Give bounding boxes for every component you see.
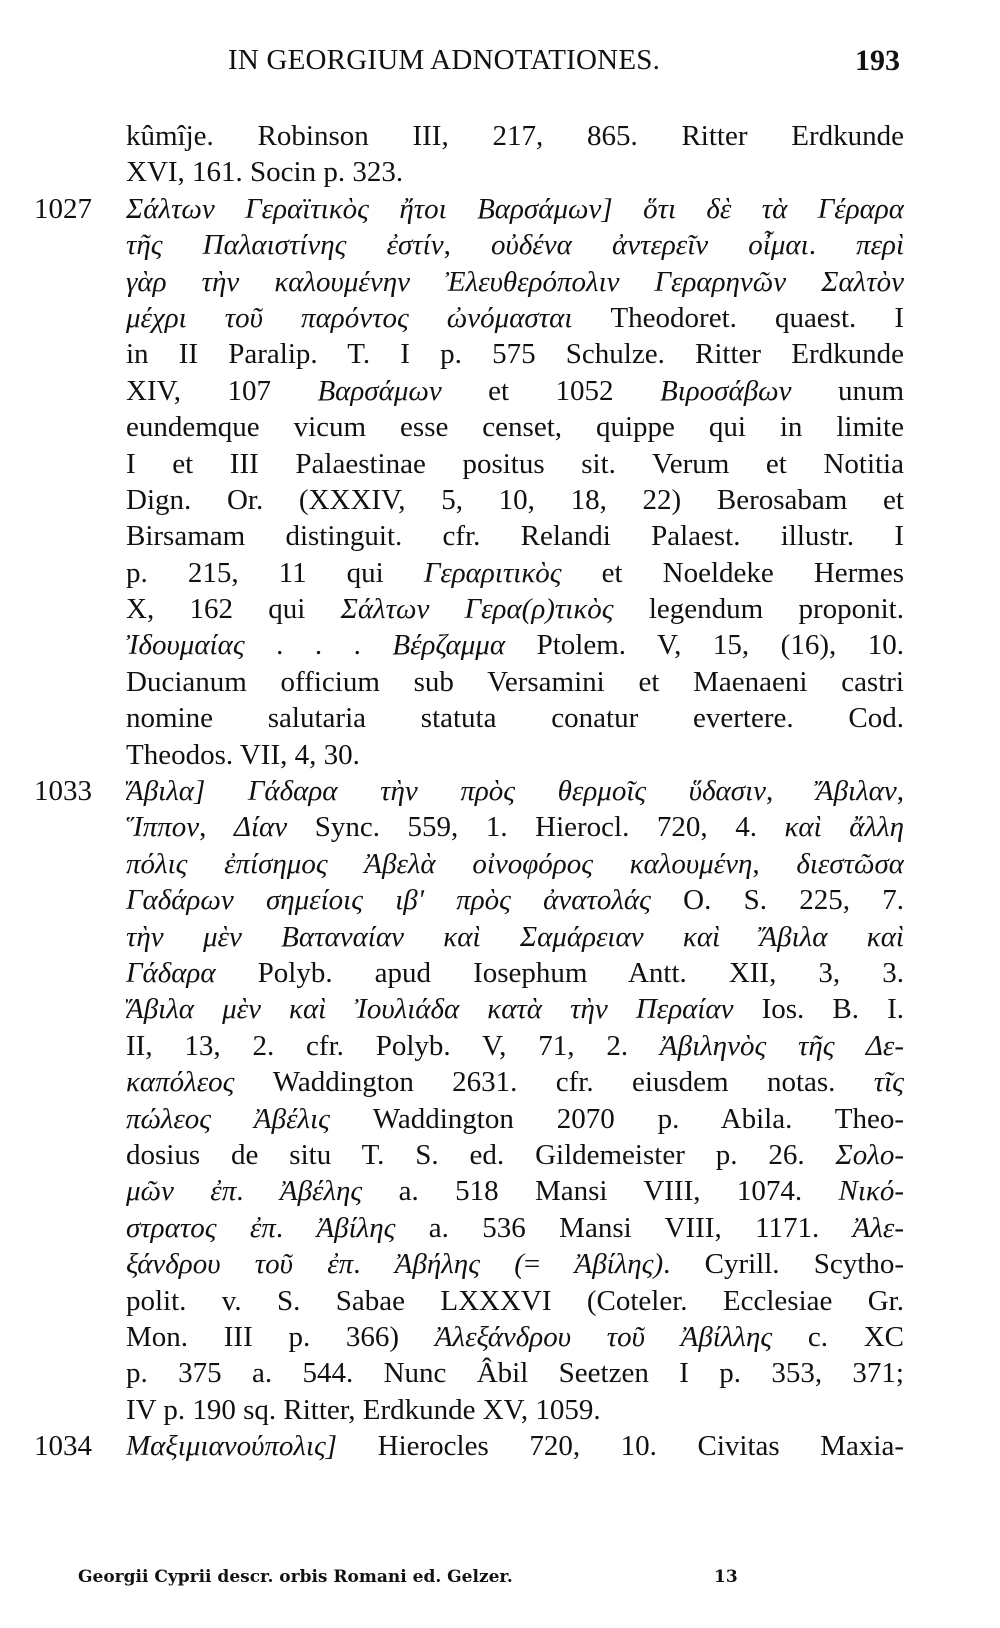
text-line bbox=[0, 809, 1000, 845]
text-line bbox=[0, 591, 1000, 627]
line-text: τῆς Παλαιστίνης ἐστίν, οὐδένα ἀντερεῖν οἶμαι. περὶ bbox=[126, 229, 904, 262]
line-text: ξάνδρου τοῦ ἐπ. Ἀβήλης (= Ἀβίλης). Cyrill. Scytho- bbox=[126, 1248, 904, 1281]
line-text: Theodos. VII, 4, 30. bbox=[126, 738, 360, 771]
text-line bbox=[0, 1319, 1000, 1355]
text-line bbox=[0, 1064, 1000, 1100]
line-text: polit. v. S. Sabae LXXXVI (Coteler. Ecclesiae Gr. bbox=[126, 1284, 904, 1317]
line-text: p. 375 a. 544. Nunc Âbil Seetzen I p. 353, 371; bbox=[126, 1357, 904, 1390]
line-text: Ἰδουμαίας . . . Βέρζαμμα Ptolem. V, 15, (16), 10. bbox=[126, 629, 904, 662]
signature-mark: 13 bbox=[714, 1567, 738, 1587]
line-text: Σάλτων Γεραϊτικὸς ἤτοι Βαρσάμων] ὅτι δὲ τὰ Γέραρα bbox=[126, 192, 904, 225]
text-line bbox=[0, 1428, 1000, 1464]
line-text: στρατος ἐπ. Ἀβίλης a. 536 Mansi VIII, 1171. Ἀλε- bbox=[126, 1211, 904, 1244]
footer bbox=[78, 1567, 778, 1597]
line-text: Ἄβιλα] Γάδαρα τὴν πρὸς θερμοῖς ὕδασιν, Ἄβιλαν, bbox=[126, 775, 904, 808]
line-text: μέχρι τοῦ παρόντος ὠνόμασται Theodoret. quaest. I bbox=[126, 301, 904, 334]
text-line bbox=[0, 227, 1000, 263]
text-line bbox=[0, 1137, 1000, 1173]
line-text: IV p. 190 sq. Ritter, Erdkunde XV, 1059. bbox=[126, 1393, 601, 1426]
text-line bbox=[0, 300, 1000, 336]
text-line bbox=[0, 1210, 1000, 1246]
text-line bbox=[0, 1246, 1000, 1282]
text-line bbox=[0, 518, 1000, 554]
text-line bbox=[0, 373, 1000, 409]
text-line bbox=[0, 1283, 1000, 1319]
text-line bbox=[0, 700, 1000, 736]
text-line bbox=[0, 919, 1000, 955]
text-line bbox=[0, 846, 1000, 882]
line-text: Ducianum officium sub Versamini et Maenaeni castri bbox=[126, 665, 904, 698]
line-text: γὰρ τὴν καλουμένην Ἐλευθερόπολιν Γεραρηνῶν Σαλτὸν bbox=[126, 265, 904, 298]
text-line bbox=[0, 264, 1000, 300]
text-line bbox=[0, 1355, 1000, 1391]
line-text: dosius de situ T. S. ed. Gildemeister p. 26. Σολο- bbox=[126, 1138, 904, 1171]
page-number: 193 bbox=[855, 44, 900, 77]
line-text: XIV, 107 Βαρσάμων et 1052 Βιροσάβων unum bbox=[126, 374, 904, 407]
line-text: Ἵππον, Δίαν Sync. 559, 1. Hierocl. 720, 4. καὶ ἄλλη bbox=[126, 811, 904, 844]
text-line bbox=[0, 154, 1000, 190]
entry-number: 1033 bbox=[34, 775, 92, 808]
line-text: Μαξιμιανούπολις] Hierocles 720, 10. Civitas Maxia- bbox=[126, 1430, 904, 1463]
text-line bbox=[0, 555, 1000, 591]
text-line bbox=[0, 737, 1000, 773]
line-text: Dign. Or. (XXXIV, 5, 10, 18, 22) Berosabam et bbox=[126, 483, 904, 516]
line-text: πόλις ἐπίσημος Ἀβελὰ οἰνοφόρος καλουμένη, διεστῶσα bbox=[126, 847, 904, 880]
running-title: IN GEORGIUM ADNOTATIONES. bbox=[228, 44, 661, 76]
line-text: eundemque vicum esse censet, quippe qui in limite bbox=[126, 411, 904, 444]
running-head bbox=[228, 44, 900, 84]
commentary-body bbox=[0, 118, 1000, 1464]
text-line bbox=[0, 664, 1000, 700]
text-line bbox=[0, 191, 1000, 227]
line-text: I et III Palaestinae positus sit. Verum et Notitia bbox=[126, 447, 904, 480]
entry-number: 1027 bbox=[34, 192, 92, 225]
line-text: πώλεος Ἀβέλις Waddington 2070 p. Abila. Theo- bbox=[126, 1102, 904, 1135]
text-line bbox=[0, 627, 1000, 663]
text-line bbox=[0, 1392, 1000, 1428]
text-line bbox=[0, 955, 1000, 991]
line-text: Ἄβιλα μὲν καὶ Ἰουλιάδα κατὰ τὴν Περαίαν Ios. B. I. bbox=[126, 993, 904, 1026]
line-text: τὴν μὲν Βαταναίαν καὶ Σαμάρειαν καὶ Ἄβιλα καὶ bbox=[126, 920, 904, 953]
text-line bbox=[0, 1173, 1000, 1209]
text-line bbox=[0, 1028, 1000, 1064]
line-text: X, 162 qui Σάλτων Γερα(ρ)τικὸς legendum proponit. bbox=[126, 593, 904, 626]
text-line bbox=[0, 336, 1000, 372]
line-text: p. 215, 11 qui Γεραριτικὸς et Noeldeke Hermes bbox=[126, 556, 904, 589]
footer-citation: Georgii Cyprii descr. orbis Romani ed. Gelzer. bbox=[78, 1567, 513, 1587]
line-text: II, 13, 2. cfr. Polyb. V, 71, 2. Ἀβιληνὸς τῆς Δε- bbox=[126, 1029, 904, 1062]
line-text: in II Paralip. T. I p. 575 Schulze. Ritter Erdkunde bbox=[126, 338, 904, 371]
text-line bbox=[0, 1101, 1000, 1137]
line-text: Γάδαρα Polyb. apud Iosephum Antt. XII, 3, 3. bbox=[126, 956, 904, 989]
line-text: XVI, 161. Socin p. 323. bbox=[126, 156, 404, 189]
line-text: καπόλεος Waddington 2631. cfr. eiusdem notas. τῖς bbox=[126, 1066, 904, 1099]
line-text: nomine salutaria statuta conatur evertere. Cod. bbox=[126, 702, 904, 735]
text-line bbox=[0, 991, 1000, 1027]
line-text: μῶν ἐπ. Ἀβέλης a. 518 Mansi VIII, 1074. Νικό- bbox=[126, 1175, 904, 1208]
line-text: Birsamam distinguit. cfr. Relandi Palaest. illustr. I bbox=[126, 520, 904, 553]
line-text: kûmîje. Robinson III, 217, 865. Ritter Erdkunde bbox=[126, 120, 904, 152]
line-text: Mon. III p. 366) Ἀλεξάνδρου τοῦ Ἀβίλλης c. XC bbox=[126, 1320, 904, 1353]
entry-number: 1034 bbox=[34, 1430, 92, 1463]
text-line bbox=[0, 773, 1000, 809]
text-line bbox=[0, 409, 1000, 445]
text-line bbox=[0, 482, 1000, 518]
text-line bbox=[0, 446, 1000, 482]
text-line bbox=[0, 118, 1000, 154]
text-line bbox=[0, 882, 1000, 918]
line-text: Γαδάρων σημείοις ιβʹ πρὸς ἀνατολάς O. S. 225, 7. bbox=[126, 884, 904, 917]
